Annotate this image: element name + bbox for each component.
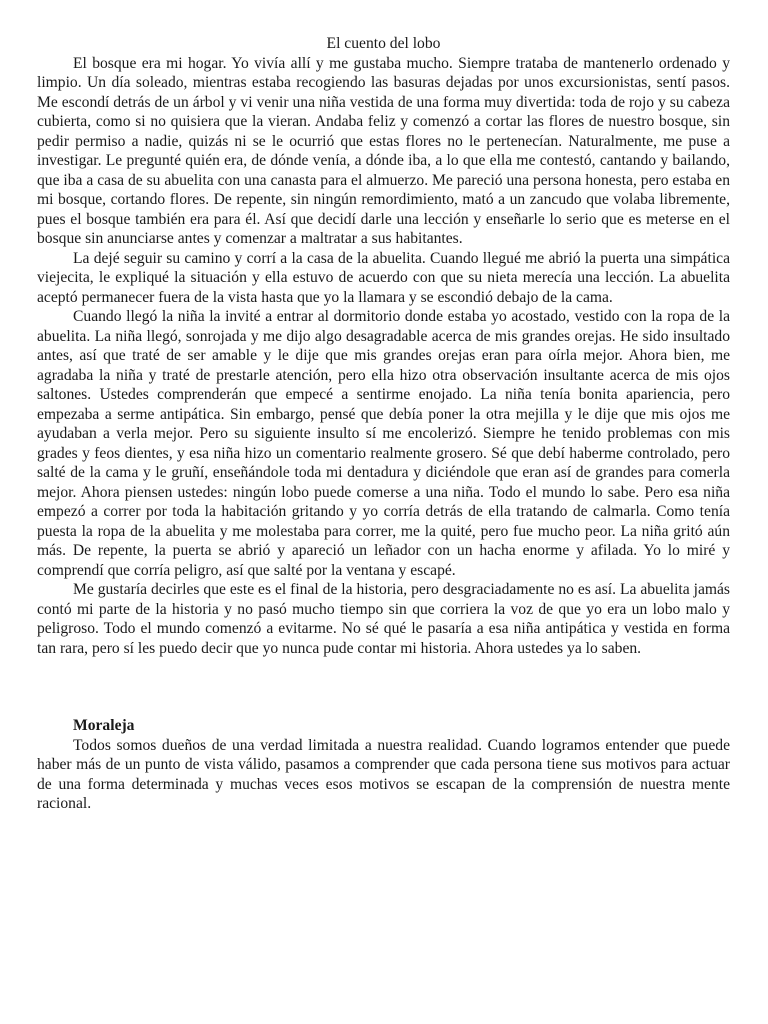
- story-paragraph-3: Cuando llegó la niña la invité a entrar al dormitorio donde estaba yo acostado, vestido con la ropa de la abuelita. La niña llegó, sonrojada y me dijo algo desagradable acerca de mis grandes orejas. He sido insultado antes, así que traté de ser amable y le dije que mis grandes orejas eran para oírla mejor. Ahora bien, me agradaba la niña y traté de prestarle atención, pero ella hizo otra observación insultante acerca de mis ojos saltones. Ustedes comprenderán que empecé a sentirme enojado. La niña tenía bonita apariencia, pero empezaba a serme antipática. Sin embargo, pensé que debía poner la otra mejilla y le dije que mis ojos me ayudaban a verla mejor. Pero su siguiente insulto sí me encolerizó. Siempre he tenido problemas con mis grades y feos dientes, y esa niña hizo un comentario realmente grosero. Sé que debí haberme controlado, pero salté de la cama y le gruñí, enseñándole toda mi dentadura y diciéndole que eran así de grandes para comerla mejor. Ahora piensen ustedes: ningún lobo puede comerse a una niña. Todo el mundo lo sabe. Pero esa niña empezó a correr por toda la habitación gritando y yo corría detrás de ella tratando de calmarla. Como tenía puesta la ropa de la abuelita y me molestaba para correr, me la quité, pero fue mucho peor. La niña gritó aún más. De repente, la puerta se abrió y apareció un leñador con un hacha enorme y afilada. Yo lo miré y comprendí que corría peligro, así que salté por la ventana y escapé.: [37, 308, 730, 579]
- moral-paragraph: Todos somos dueños de una verdad limitada a nuestra realidad. Cuando logramos entender que puede haber más de un punto de vista válido, pasamos a comprender que cada persona tiene sus motivos para actuar de una forma determinada y muchas veces esos motivos se escapan de la comprensión de nuestra mente racional.: [37, 736, 730, 812]
- section-spacer: [37, 658, 730, 716]
- story-paragraph-4: Me gustaría decirles que este es el final de la historia, pero desgraciadamente no es así. La abuelita jamás contó mi parte de la historia y no pasó mucho tiempo sin que corriera la voz de que yo era un lobo malo y peligroso. Todo el mundo comenzó a evitarme. No sé qué le pasaría a esa niña antipática y vestida en forma tan rara, pero sí les puedo decir que yo nunca pude contar mi historia. Ahora ustedes ya lo saben.: [37, 581, 730, 657]
- story-paragraph-2: La dejé seguir su camino y corrí a la casa de la abuelita. Cuando llegué me abrió la puerta una simpática viejecita, le expliqué la situación y ella estuvo de acuerdo con que su nieta merecía una lección. La abuelita aceptó permanecer fuera de la vista hasta que yo la llamara y se escondió debajo de la cama.: [37, 249, 730, 306]
- story-paragraph-1: El bosque era mi hogar. Yo vivía allí y me gustaba mucho. Siempre trataba de mantenerlo ordenado y limpio. Un día soleado, mientras estaba recogiendo las basuras dejadas por unos excursionistas, sentí pasos. Me escondí detrás de un árbol y vi venir una niña vestida de una forma muy divertida: toda de rojo y su cabeza cubierta, como si no quisiera que la vieran. Andaba feliz y comenzó a cortar las flores de nuestro bosque, sin pedir permiso a nadie, quizás ni se le ocurrió que estas flores no le pertenecían. Naturalmente, me puse a investigar. Le pregunté quién era, de dónde venía, a dónde iba, a lo que ella me contestó, cantando y bailando, que iba a casa de su abuelita con una canasta para el almuerzo. Me pareció una persona honesta, pero estaba en mi bosque, cortando flores. De repente, sin ningún remordimiento, mató a un zancudo que volaba libremente, pues el bosque también era para él. Así que decidí darle una lección y enseñarle lo serio que es meterse en el bosque sin anunciarse antes y comenzar a maltratar a sus habitantes.: [37, 54, 730, 247]
- document-title: El cuento del lobo: [326, 35, 441, 52]
- moral-heading: Moraleja: [73, 717, 135, 734]
- document-page: [37, 34, 730, 814]
